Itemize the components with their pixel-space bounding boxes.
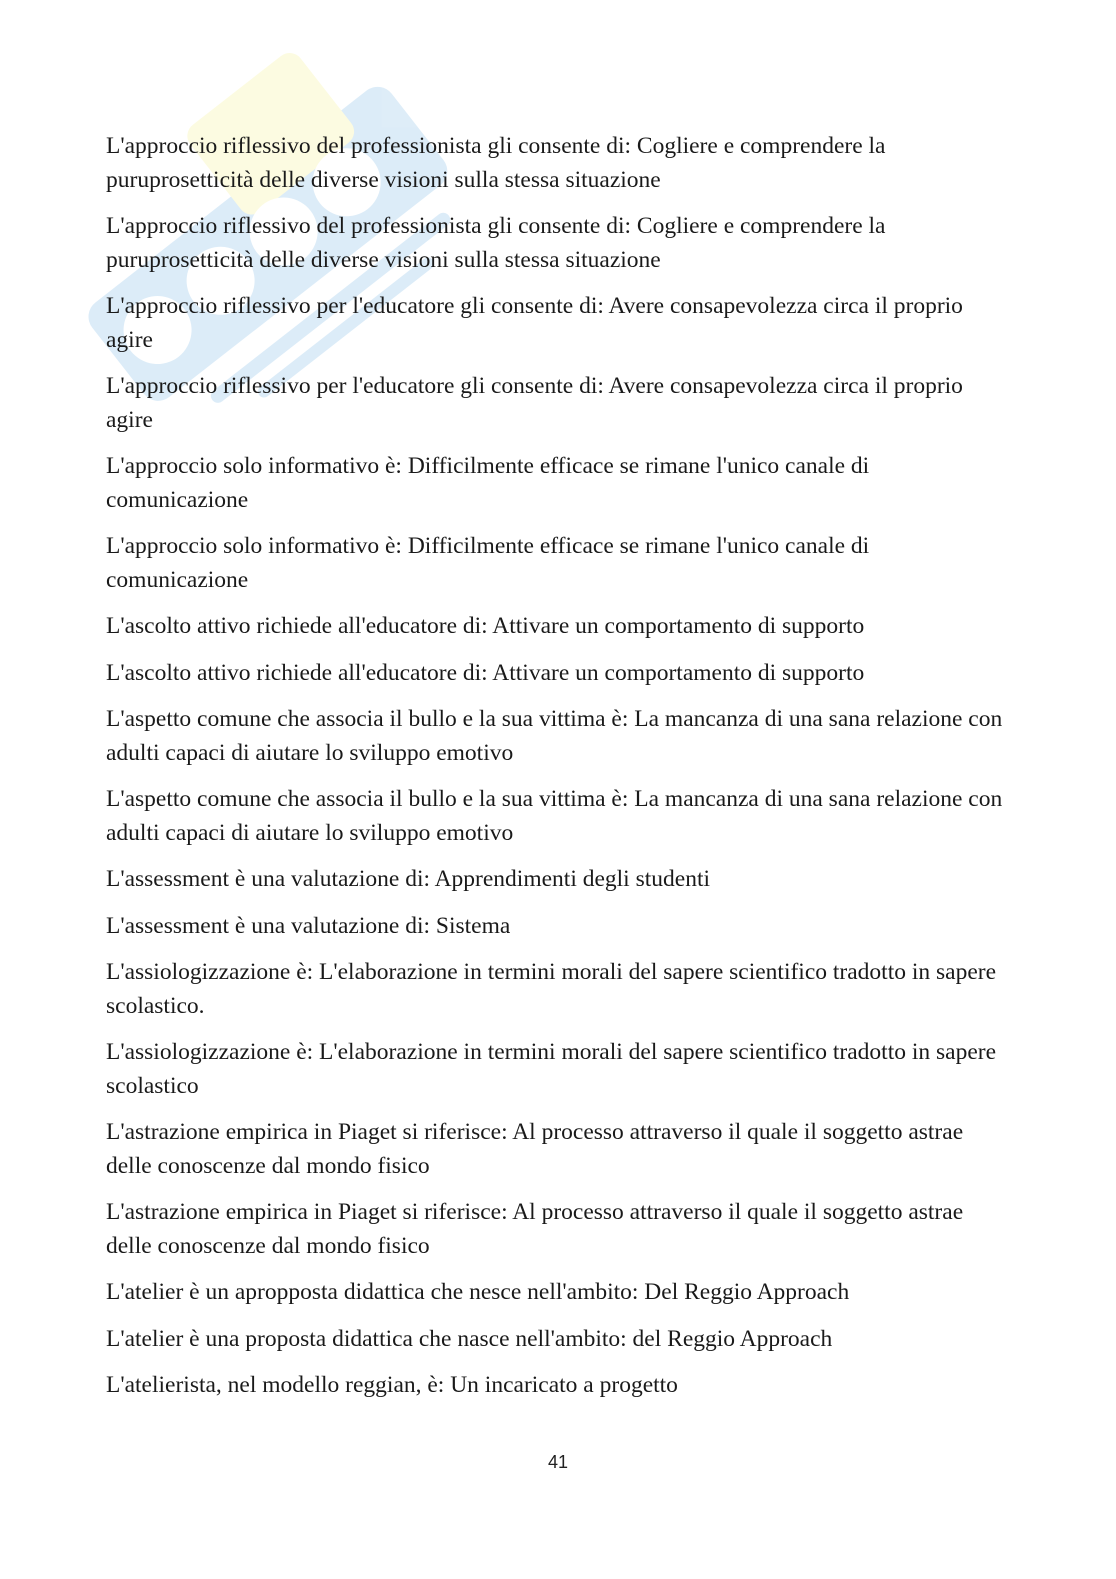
entry: L'aspetto comune che associa il bullo e la sua vittima è: La mancanza di una sana relazione con adulti capaci di aiutare lo sviluppo emotivo — [106, 706, 1003, 766]
entry: L'ascolto attivo richiede all'educatore di: Attivare un comportamento di supporto — [106, 659, 865, 686]
entry: L'approccio solo informativo è: Difficilmente efficace se rimane l'unico canale di comunicazione — [106, 533, 870, 593]
entry: L'astrazione empirica in Piaget si riferisce: Al processo attraverso il quale il soggetto astrae delle conoscenze dal mondo fisico — [106, 1199, 964, 1259]
entry: L'assiologizzazione è: L'elaborazione in termini morali del sapere scientifico tradotto in sapere scolastico. — [106, 959, 997, 1019]
page-number: 41 — [547, 1452, 569, 1472]
entry: L'approccio riflessivo del professionista gli consente di: Cogliere e comprendere la puruprosetticità delle diverse visioni sulla stessa situazione — [106, 213, 886, 273]
entry: L'aspetto comune che associa il bullo e la sua vittima è: La mancanza di una sana relazione con adulti capaci di aiutare lo sviluppo emotivo — [106, 786, 1003, 846]
entry: L'assessment è una valutazione di: Apprendimenti degli studenti — [106, 866, 711, 892]
entry: L'approccio riflessivo del professionista gli consente di: Cogliere e comprendere la puruprosetticità delle diverse visioni sulla stessa situazione — [106, 133, 886, 193]
entry: L'approccio solo informativo è: Difficilmente efficace se rimane l'unico canale di comunicazione — [106, 453, 870, 513]
document-body — [106, 130, 1006, 1416]
entry: L'atelier è una proposta didattica che nasce nell'ambito: del Reggio Approach — [106, 1325, 833, 1352]
entry: L'astrazione empirica in Piaget si riferisce: Al processo attraverso il quale il soggetto astrae delle conoscenze dal mondo fisico — [106, 1119, 964, 1179]
entry: L'atelierista, nel modello reggian, è: Un incaricato a progetto — [106, 1372, 678, 1398]
entry: L'assessment è una valutazione di: Sistema — [106, 912, 511, 939]
entry: L'ascolto attivo richiede all'educatore di: Attivare un comportamento di supporto — [106, 613, 865, 639]
entry: L'approccio riflessivo per l'educatore gli consente di: Avere consapevolezza circa il proprio agire — [106, 293, 963, 353]
entry: L'assiologizzazione è: L'elaborazione in termini morali del sapere scientifico tradotto in sapere scolastico — [106, 1039, 997, 1099]
entry: L'approccio riflessivo per l'educatore gli consente di: Avere consapevolezza circa il proprio agire — [106, 373, 963, 433]
entry: L'atelier è un apropposta didattica che nesce nell'ambito: Del Reggio Approach — [106, 1279, 850, 1305]
